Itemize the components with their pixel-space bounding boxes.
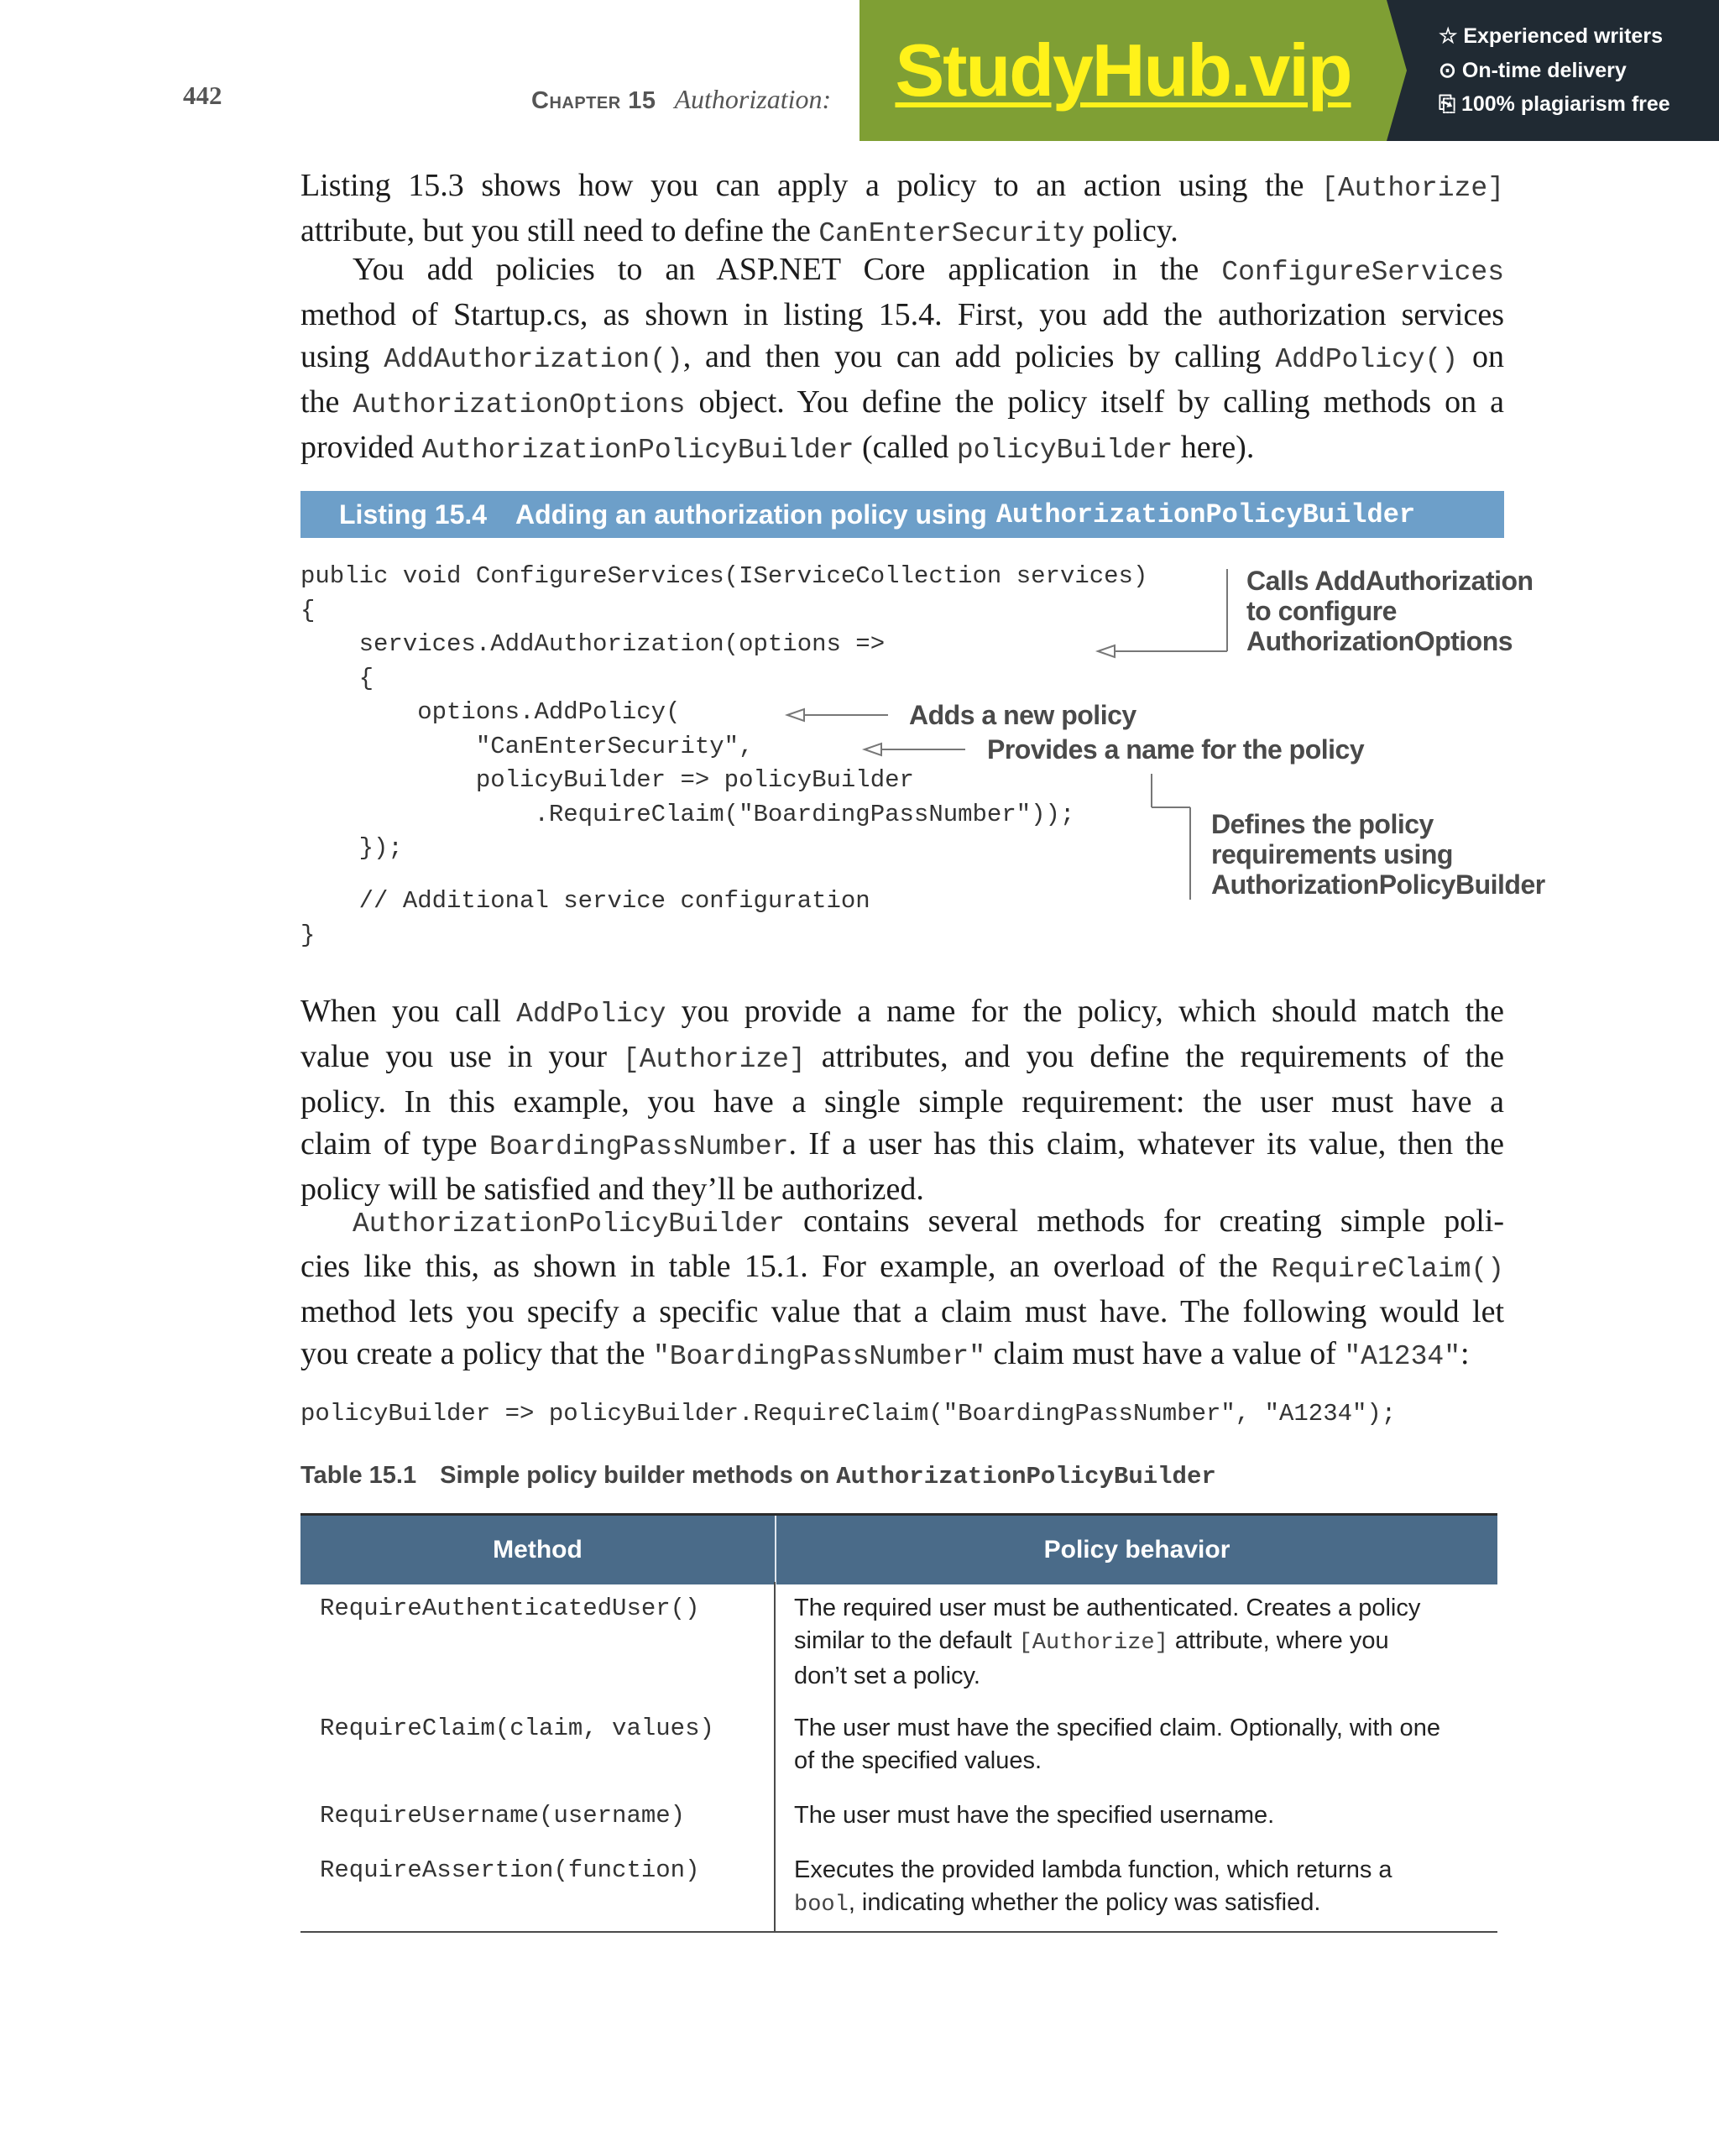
annotation-provides-name: Provides a name for the policy (987, 734, 1365, 765)
chapter-heading (531, 84, 831, 115)
column-header-method: Method (300, 1516, 776, 1584)
table-cell-method: RequireUsername(username) (320, 1802, 686, 1830)
ad-feature-plagiarism: ⎘ 100% plagiarism free (1439, 92, 1670, 116)
table-caption-code: AuthorizationPolicyBuilder (836, 1463, 1216, 1490)
table-cell-behavior: The user must have the specified claim. Optionally, with one of the specified values. (794, 1715, 1440, 1774)
code-line: { (300, 665, 374, 692)
paragraph-add-policies: You add policies to an ASP.NET Core application in the ConfigureServices method of Startup.cs, as shown in listing 15.4. First, you add the authorization services using AddAuthorization(), and then you can add policies by calling AddPolicy() on the AuthorizationOptions object. You define the policy itself by calling methods on a provided AuthorizationPolicyBuilder (called policyBuilder here). (300, 252, 1505, 466)
code-line: } (300, 921, 316, 949)
table-column-divider (774, 1582, 776, 1933)
ad-logo[interactable]: StudyHub.vip (895, 29, 1351, 112)
table-cell-method: RequireAuthenticatedUser() (320, 1595, 700, 1622)
code-line: options.AddPolicy( (300, 698, 681, 726)
table-header (300, 1513, 1497, 1584)
annotation-adds-policy: Adds a new policy (909, 700, 1136, 730)
listing-title-code: AuthorizationPolicyBuilder (995, 499, 1416, 530)
chapter-label: Chapter 15 (531, 87, 656, 114)
chapter-title: Authorization: (674, 84, 832, 114)
paragraph-add-policy-explain: When you call AddPolicy you provide a name for the policy, which should match the value you use in your [Authorize] attributes, and you define the requirements of the policy. In this example, you have a single simple requirement: the user must have a claim of type BoardingPassNumber. If a user has this claim, whatever its value, then the policy will be satisfied and they’ll be authorized. (300, 994, 1505, 1207)
code-line: public void ConfigureServices(IServiceCollection services) (300, 562, 1148, 590)
code-line: }); (300, 834, 403, 862)
table-caption (300, 1462, 1216, 1490)
listing-title: Adding an authorization policy using (515, 499, 987, 530)
listing-title-bar (300, 491, 1504, 538)
table-cell-behavior: The user must have the specified username. (794, 1802, 1275, 1829)
table-cell-behavior: The required user must be authenticated. Creates a policy similar to the default [Authorize] attribute, where you don’t set a policy. (794, 1595, 1421, 1689)
code-line: "CanEnterSecurity", (300, 733, 754, 760)
ad-feature-delivery: ⊙ On-time delivery (1439, 59, 1627, 82)
code-line: // Additional service configuration (300, 887, 870, 915)
code-line: services.AddAuthorization(options => (300, 630, 886, 658)
ad-feature-writers: ☆ Experienced writers (1439, 24, 1663, 48)
table-cell-method: RequireClaim(claim, values) (320, 1715, 714, 1742)
annotation-defines-policy: Defines the policy requirements using AuthorizationPolicyBuilder (1211, 809, 1545, 900)
ad-features-panel (1387, 0, 1719, 141)
code-require-claim-example: policyBuilder => policyBuilder.RequireClaim("BoardingPassNumber", "A1234"); (300, 1400, 1397, 1428)
ad-banner[interactable] (860, 0, 1719, 141)
table-number: Table 15.1 (300, 1462, 417, 1489)
column-header-behavior: Policy behavior (1043, 1536, 1230, 1563)
code-line: .RequireClaim("BoardingPassNumber")); (300, 801, 1075, 828)
page-number: 442 (183, 81, 222, 110)
listing-number: Listing 15.4 (339, 499, 488, 530)
ad-logo-panel[interactable] (860, 0, 1387, 141)
code-line: { (300, 597, 316, 624)
annotation-calls-add-authorization: Calls AddAuthorization to configure AuthorizationOptions (1246, 566, 1534, 656)
paragraph-builder-methods: AuthorizationPolicyBuilder contains several methods for creating simple poli- cies like this, as shown in table 15.1. For example, an overload of the RequireClaim() method lets you specify a specific value that a claim must have. The following would let you create a policy that the "BoardingPassNumber" claim must have a value of "A1234": (300, 1203, 1504, 1372)
table-cell-method: RequireAssertion(function) (320, 1856, 700, 1884)
code-line: policyBuilder => policyBuilder (300, 766, 914, 794)
ad-arrow-shape (1387, 0, 1407, 141)
table-bottom-rule (300, 1931, 1497, 1933)
table-caption-text: Simple policy builder methods on (440, 1462, 830, 1489)
table-cell-behavior: Executes the provided lambda function, which returns a bool, indicating whether the policy was satisfied. (794, 1856, 1392, 1918)
paragraph-intro: Listing 15.3 shows how you can apply a policy to an action using the [Authorize] attribute, but you still need to define the CanEnterSecurity policy. (300, 168, 1504, 249)
